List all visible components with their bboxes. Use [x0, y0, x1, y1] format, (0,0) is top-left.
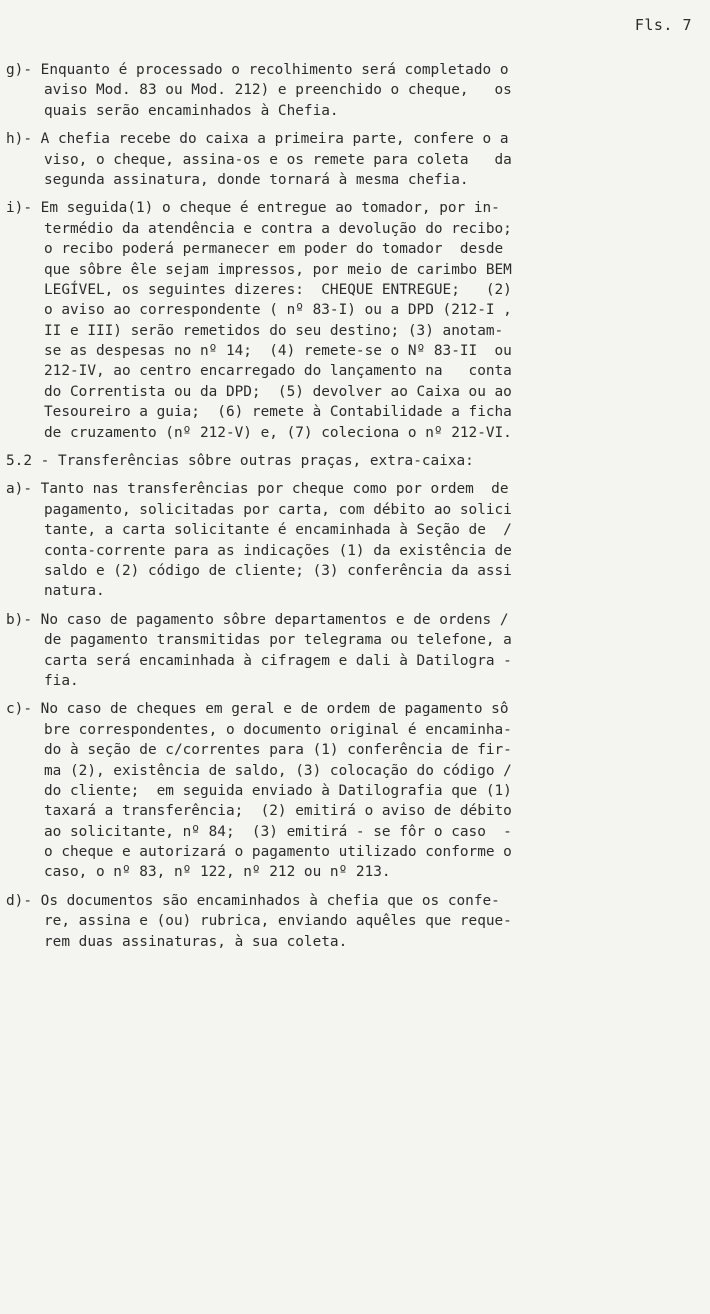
text-line: aviso Mod. 83 ou Mod. 212) e preenchido o cheque, os — [44, 82, 512, 99]
text-line: do cliente; em seguida enviado à Datilografia que (1) — [44, 782, 512, 799]
page-number: Fls. 7 — [634, 16, 692, 34]
text-line: b)- No caso de pagamento sôbre departamentos e de ordens / — [6, 611, 509, 628]
text-line: a)- Tanto nas transferências por cheque como por ordem de — [6, 481, 509, 498]
text-line: o aviso ao correspondente ( nº 83-I) ou a DPD (212-I , — [44, 302, 512, 319]
text-line: que sôbre êle sejam impressos, por meio de carimbo BEM — [44, 261, 512, 278]
text-line: bre correspondentes, o documento original é encaminha- — [44, 721, 512, 738]
text-line: ao solicitante, nº 84; (3) emitirá - se fôr o caso - — [44, 823, 512, 840]
text-line: re, assina e (ou) rubrica, enviando aquêles que reque- — [44, 913, 512, 930]
text-line: taxará a transferência; (2) emitirá o aviso de débito — [44, 803, 512, 820]
text-line: c)- No caso de cheques em geral e de ordem de pagamento sô — [6, 701, 509, 718]
text-line: caso, o nº 83, nº 122, nº 212 ou nº 213. — [44, 864, 391, 881]
text-line: LEGÍVEL, os seguintes dizeres: CHEQUE ENTREGUE; (2) — [44, 281, 512, 298]
text-line: i)- Em seguida(1) o cheque é entregue ao tomador, por in- — [6, 200, 500, 217]
text-line: do Correntista ou da DPD; (5) devolver ao Caixa ou ao — [44, 383, 512, 400]
text-line: pagamento, solicitadas por carta, com débito ao solici — [44, 501, 512, 518]
text-line: tante, a carta solicitante é encaminhada à Seção de / — [44, 522, 512, 539]
paragraph-g — [6, 60, 696, 121]
text-line: rem duas assinaturas, à sua coleta. — [44, 933, 348, 950]
document-body — [6, 60, 696, 960]
text-line: d)- Os documentos são encaminhados à chefia que os confe- — [6, 892, 500, 909]
text-line: ma (2), existência de saldo, (3) colocação do código / — [44, 762, 512, 779]
text-line: quais serão encaminhados à Chefia. — [44, 102, 339, 119]
text-line: 212-IV, ao centro encarregado do lançamento na conta — [44, 363, 512, 380]
paragraph-i — [6, 198, 696, 443]
section-heading: 5.2 - Transferências sôbre outras praças, extra-caixa: — [6, 453, 474, 470]
paragraph-h — [6, 129, 696, 190]
text-line: termédio da atendência e contra a devolução do recibo; — [44, 220, 512, 237]
text-line: carta será encaminhada à cifragem e dali à Datilogra - — [44, 652, 512, 669]
paragraph-d — [6, 891, 696, 952]
text-line: fia. — [44, 672, 79, 689]
text-line: g)- Enquanto é processado o recolhimento será completado o — [6, 62, 509, 78]
text-line: o recibo poderá permanecer em poder do tomador desde — [44, 241, 504, 258]
paragraph-b — [6, 610, 696, 692]
text-line: de cruzamento (nº 212-V) e, (7) coleciona o nº 212-VI. — [44, 424, 512, 441]
text-line: Tesoureiro a guia; (6) remete à Contabilidade a ficha — [44, 404, 512, 421]
text-line: se as despesas no nº 14; (4) remete-se o Nº 83-II ou — [44, 343, 512, 360]
text-line: natura. — [44, 583, 105, 600]
text-line: viso, o cheque, assina-os e os remete para coleta da — [44, 151, 512, 168]
paragraph-c — [6, 699, 696, 883]
paragraph-a — [6, 479, 696, 601]
text-line: II e III) serão remetidos do seu destino; (3) anotam- — [44, 322, 504, 339]
text-line: segunda assinatura, donde tornará à mesma chefia. — [44, 171, 469, 188]
text-line: conta-corrente para as indicações (1) da existência de — [44, 542, 512, 559]
text-line: h)- A chefia recebe do caixa a primeira parte, confere o a — [6, 131, 509, 148]
text-line: saldo e (2) código de cliente; (3) conferência da assi — [44, 562, 512, 579]
text-line: de pagamento transmitidas por telegrama ou telefone, a — [44, 632, 512, 649]
text-line: o cheque e autorizará o pagamento utilizado conforme o — [44, 844, 512, 861]
text-line: do à seção de c/correntes para (1) conferência de fir- — [44, 742, 512, 759]
